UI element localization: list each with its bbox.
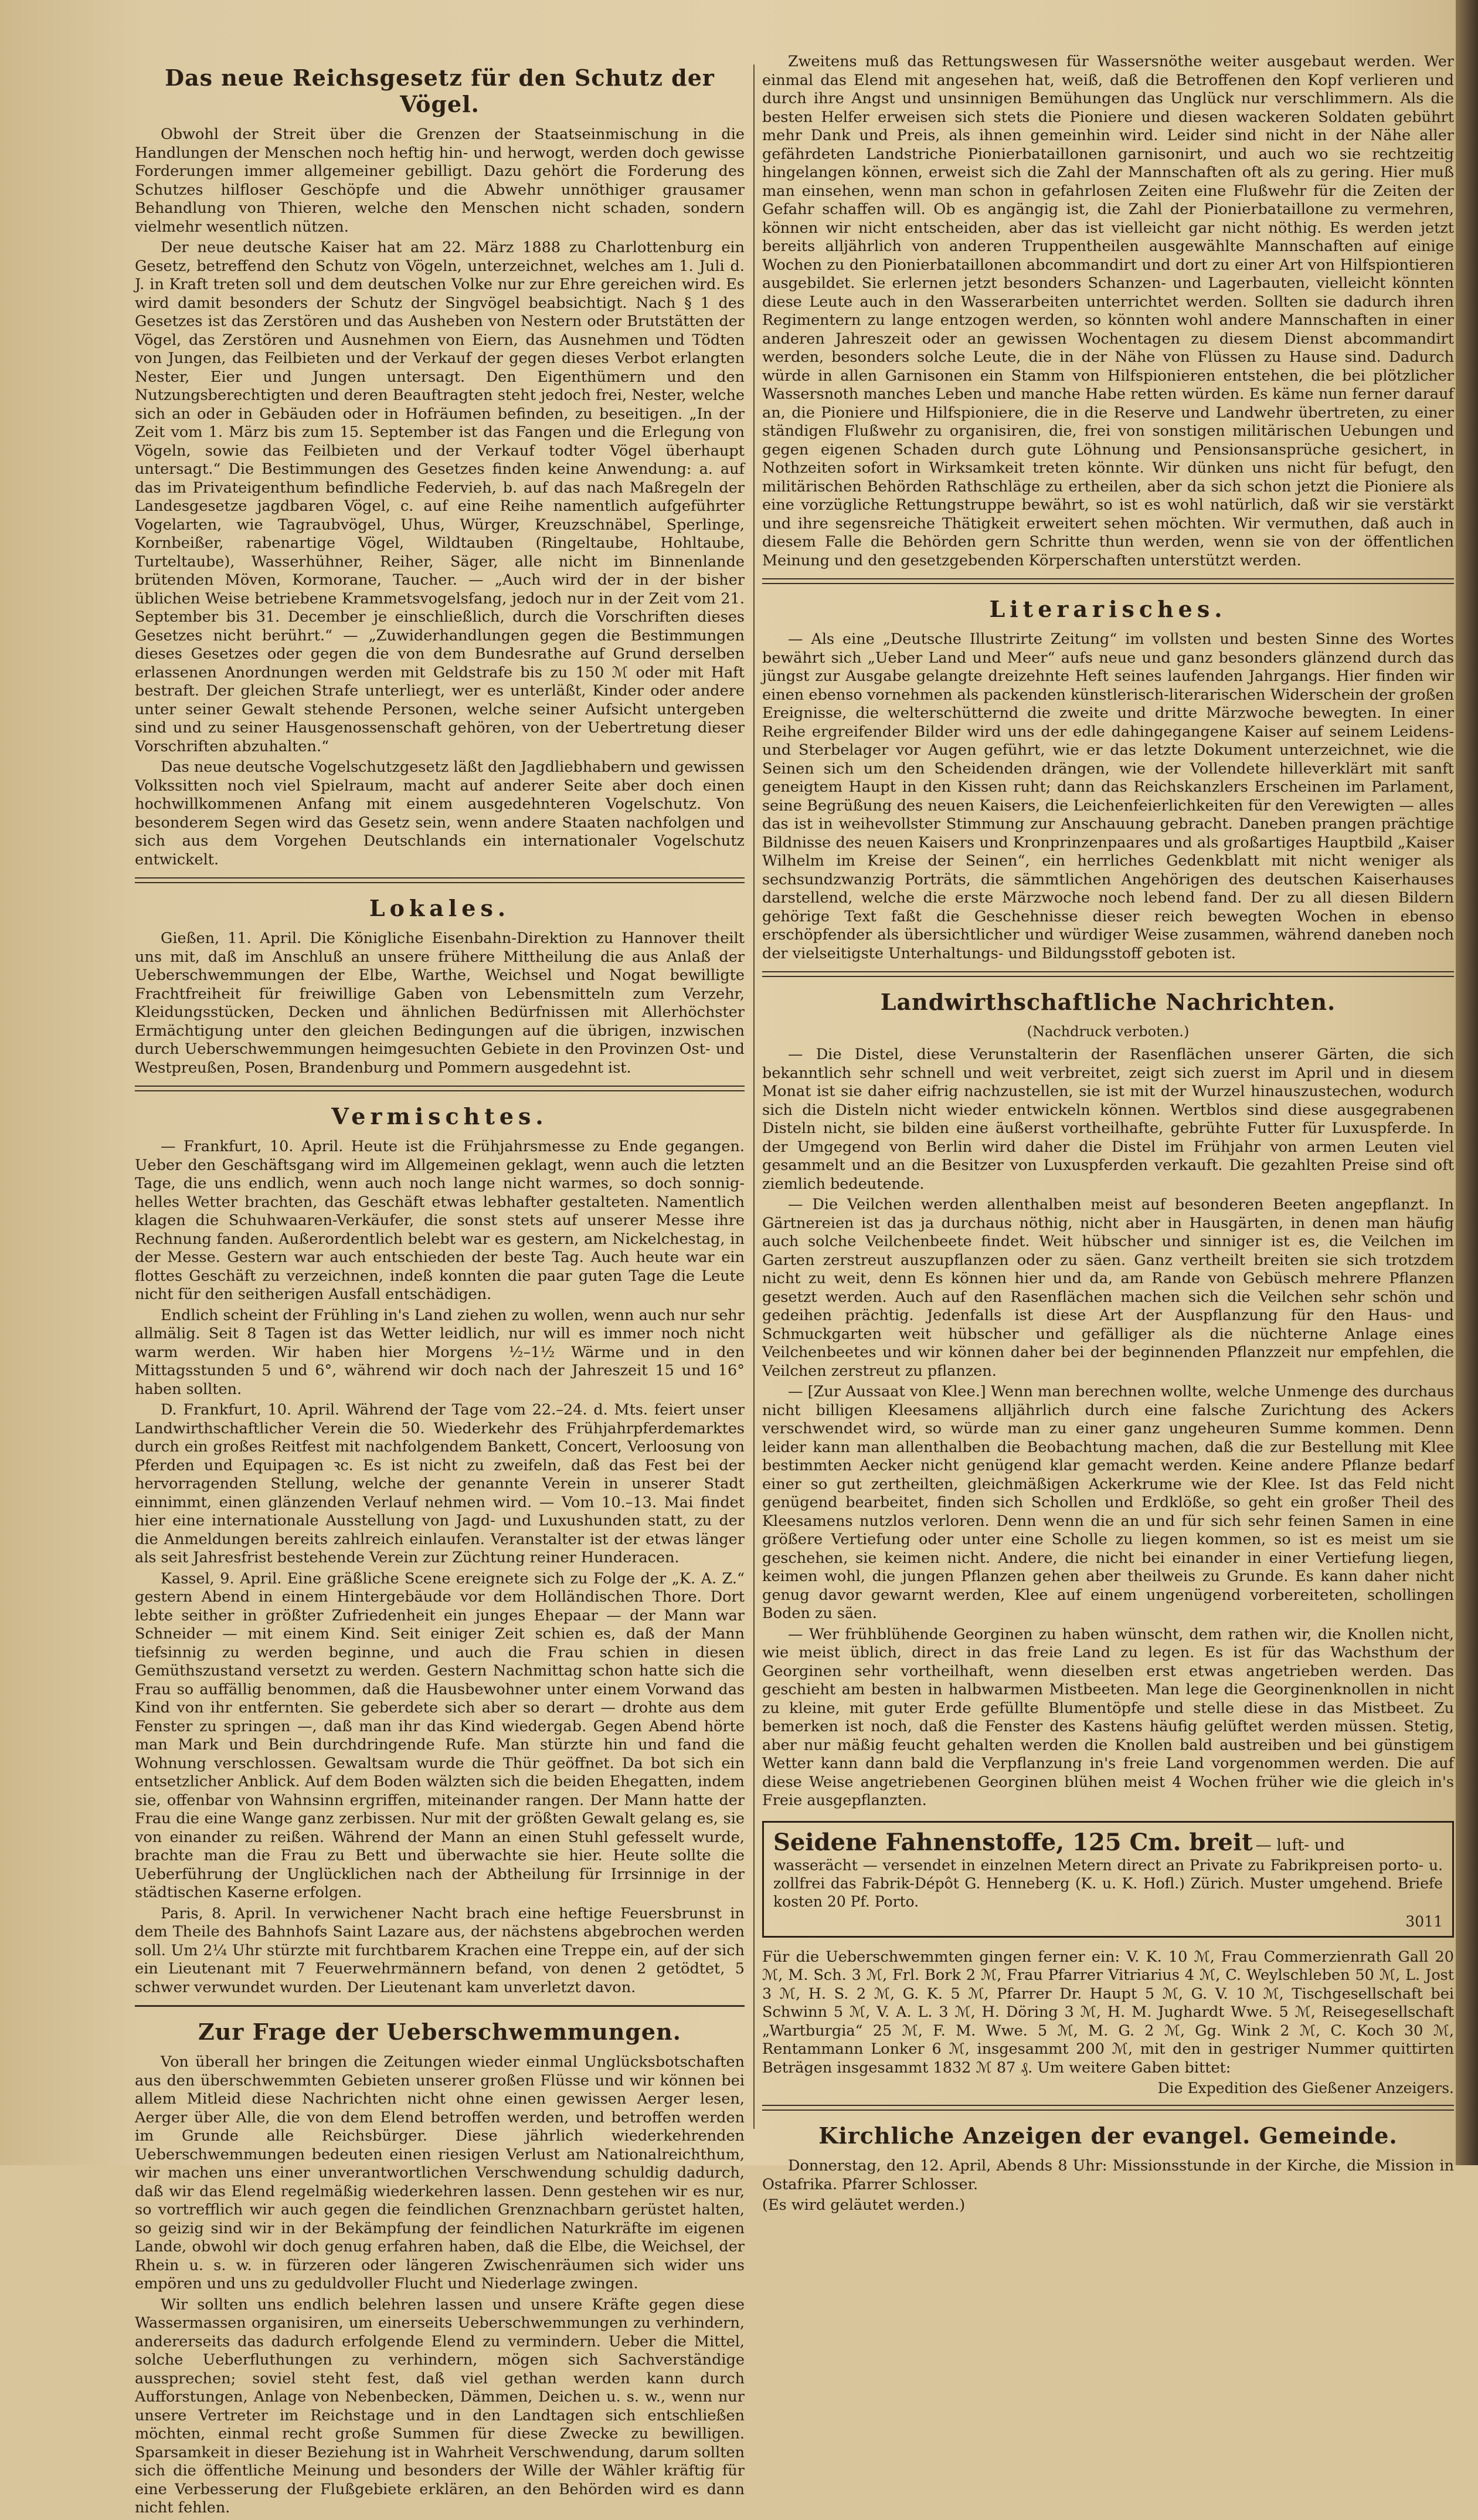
section-rule (135, 1086, 745, 1091)
agriculture-title: Landwirthschaftliche Nachrichten. (880, 989, 1336, 1015)
agriculture-paragraph-3: — [Zur Aussaat von Klee.] Wenn man berechnen wollte, welche Unmenge des durchaus nicht billigen Kleesamens alljährlich durch eine falsche Zurichtung des Ackers verschwendet wird, so würde man zu einer ganz ungeheuren Summe kommen. Denn leider kann man allenthalben die Beobachtung machen, daß die zur Bestellung mit Klee bestimmten Aecker nicht genügend klar gemacht werden. Keine andere Pflanze bedarf einer so gut zertheilten, gleichmäßigen Ackerkrume wie der Klee. Ist das Feld nicht genügend bearbeitet, finden sich Schollen und Erdklöße, so geht ein großer Theil des Kleesamens nutzlos verloren. Denn wenn die an und für sich sehr feinen Samen in eine größere Vertiefung oder unter eine Scholle zu liegen kommen, so ist es meist um sie geschehen, sie keimen nicht. Andere, die nicht bei einander in einer Vertiefung liegen, keimen wohl, die jungen Pflanzen gehen aber theilweis zu Grunde. Es kann daher nicht genug davor gewarnt werden, Klee auf einem ungenügend vorbereiteten, schollingen Boden zu säen. (762, 1383, 1454, 1622)
section-rule (762, 2105, 1454, 2111)
literarisches-paragraph: — Als eine „Deutsche Illustrirte Zeitung“ im vollsten und besten Sinne des Wortes bewährt sich „Ueber Land und Meer“ aufs neue und ganz besonders glänzend durch das jüngst zur Ausgabe gelangte dreizehnte Heft seines laufenden Jahrgangs. Hier finden wir einen ebenso vornehmen als packenden künstlerisch-literarischen Widerschein der großen Ereignisse, die welterschütternd die zweite und dritte Märzwoche bewegten. In einer Reihe ergreifender Bilder wird uns der edle dahingegangene Kaiser auf seinem Leidens- und Sterbelager vor Augen geführt, wie er das letzte Dokument unterzeichnet, wie die Seinen sich um den Scheidenden drängen, wie der Vollendete hilleverklärt mit sanft geneigtem Haupt in den Kissen ruht; dann das Reichskanzlers Erscheinen im Parlament, seine Begrüßung des neuen Kaisers, die Leichenfeierlichkeiten für den Verewigten — alles das ist in weihevollster Stimmung zur Anschauung gebracht. Daneben prangen prächtige Bildnisse des neuen Kaisers und Kronprinzenpaares und als großartiges Hauptbild „Kaiser Wilhelm im Kreise der Seinen“, ein herrliches Gedenkblatt mit nicht weniger als sechsundzwanzig Porträts, die sämmtlichen Angehörigen des deutschen Kaiserhauses darstellend, welche die erste Märzwoche noch lebend fand. Der zu all diesen Bildern gehörige Text faßt die Geschehnisse dieser reich bewegten Wochen in ebenso erschöpfender als übersichtlicher und würdiger Weise zusammen, während daneben noch der vielseitigste Unterhaltungs- und Bildungsstoff geboten ist. (762, 630, 1454, 962)
church-paragraph: Donnerstag, den 12. April, Abends 8 Uhr: Missionsstunde in der Kirche, die Mission in Ostafrika. Pfarrer Schlosser. (762, 2157, 1454, 2193)
flood-title: Zur Frage der Ueberschwemmungen. (198, 2019, 681, 2045)
advertisement-headline: Seidene Fahnenstoffe, 125 Cm. breit (773, 1828, 1253, 1856)
section-rule (135, 2005, 745, 2007)
section-rule (762, 971, 1454, 977)
church-title: Kirchliche Anzeigen der evangel. Gemeinde. (818, 2122, 1398, 2149)
donations-list: Für die Ueberschwemmten gingen ferner ein: V. K. 10 ℳ, Frau Commerzienrath Gall 20 ℳ, M. Sch. 3 ℳ, Frl. Bork 2 ℳ, Frau Pfarrer Vitriarius 4 ℳ, C. Weylschleben 50 ℳ, L. Jost 3 ℳ, H. S. 2 ℳ, G. K. 5 ℳ, Pfarrer Dr. Haupt 5 ℳ, G. V. 10 ℳ, Tischgesellschaft bei Schwinn 5 ℳ, V. A. L. 3 ℳ, H. Döring 3 ℳ, H. M. Jughardt Wwe. 5 ℳ, Reisegesellschaft „Wartburgia“ 25 ℳ, F. M. Wwe. 5 ℳ, M. G. 2 ℳ, Gg. Wink 2 ℳ, C. Koch 30 ℳ, Rentammann Lonker 6 ℳ, insgesammt 200 ℳ, mit den in gestriger Nummer quittirten Beträgen insgesammt 1832 ℳ 87 ₰. Um weitere Gaben bittet: (762, 1948, 1454, 2077)
church-note: (Es wird geläutet werden.) (762, 2196, 966, 2214)
advertisement-body: wasserächt — versendet in einzelnen Metern direct an Private zu Fabrikpreisen porto- u. zollfrei das Fabrik-Dépôt G. Henneberg (K. u. K. Hofl.) Zürich. Muster umgehend. Briefe kosten 20 Pf. Porto. (773, 1856, 1443, 1910)
birds-law-paragraph-1: Obwohl der Streit über die Grenzen der Staatseinmischung in die Handlungen der Menschen noch heftig hin- und herwogt, werden doch gewisse Forderungen immer allgemeiner gebilligt. Dazu gehört die Forderung des Schutzes hilfloser Geschöpfe und die Abwehr unnöthiger grausamer Behandlung von Thieren, welche den Menschen nicht schaden, sondern vielmehr wesentlich nützen. (135, 126, 745, 236)
vermischtes-paragraph-3: D. Frankfurt, 10. April. Während der Tage vom 22.–24. d. Mts. feiert unser Landwirthschaftlicher Verein die 50. Wiederkehr des Frühjahrpferdemarktes durch ein großes Reitfest mit nachfolgendem Bankett, Concert, Verloosung von Pferden und Equipagen ꝛc. Es ist nicht zu zweifeln, daß das Fest bei der hervorragenden Stellung, welche der genannte Verein in unserer Stadt einnimmt, einen glänzenden Verlauf nehmen wird. — Vom 10.–13. Mai findet hier eine internationale Ausstellung von Jagd- und Luxushunden statt, zu der die Anmeldungen bereits zahlreich einlaufen. Veranstalter ist der etwas länger als seit Jahresfrist bestehende Verein zur Züchtung reiner Hunderacen. (135, 1401, 745, 1566)
vermischtes-paragraph-2: Endlich scheint der Frühling in's Land ziehen zu wollen, wenn auch nur sehr allmälig. Seit 8 Tagen ist das Wetter leidlich, nur will es immer noch nicht warm werden. Wir haben hier Morgens ½–1½ Wärme und in den Mittagsstunden 5 und 6°, während wir doch nach der Jahreszeit 15 und 16° haben sollten. (135, 1306, 745, 1398)
left-column (135, 53, 745, 2520)
rescue-paragraph: Zweitens muß das Rettungswesen für Wassersnöthe weiter ausgebaut werden. Wer einmal das Elend mit angesehen hat, weiß, daß die Betroffenen den Kopf verlieren und durch ihre Angst und unsinnigen Bemühungen das Unglück nur verschlimmern. Als die besten Helfer erweisen sich stets die Pioniere und diesen wackeren Soldaten gebührt mehr Dank und Preis, als ihnen gemeinhin wird. Leider sind nicht in der Nähe aller gefährdeten Landstriche Pionierbataillonen garnisonirt, und auch wo sie rechtzeitig hingelangen können, erweist sich die Zahl der Mannschaften oft als zu gering. Hier muß man einsehen, wenn man schon in gefahrlosen Zeiten eine Flußwehr für die Zeiten der Gefahr schaffen will. Ob es angängig ist, die Zahl der Pionierbataillone zu vermehren, können wir nicht entscheiden, aber das ist vielleicht gar nicht nöthig. Es werden jetzt bereits alljährlich von anderen Truppentheilen ausgewählte Mannschaften auf einige Wochen zu den Pionierbataillonen abcommandirt und dort zu einer Art von Hilfspiontieren ausgebildet. Sie erlernen jetzt besonders Schanzen- und Lagerbauten, vielleicht könnten diese Leute auch in den Wasserarbeiten unterrichtet werden. Sollten sie dadurch ihren Regimentern zu lange entzogen werden, so könnten wohl andere Mannschaften in einer anderen Jahreszeit oder an gewissen Wochentagen zu diesem Dienst abcommandirt werden, besonders solche Leute, die in der Nähe von Flüssen zu Hause sind. Dadurch würde in allen Garnisonen ein Stamm von Hilfspionieren entstehen, die bei plötzlicher Wassersnoth manches Leben und manche Habe retten würden. Es käme nun ferner darauf an, die Pioniere und Hilfspioniere, die in die Reserve und Landwehr übertreten, zu einer ständigen Flußwehr zu organisiren, die, frei von sonstigen militärischen Uebungen und gegen eigenen Schaden durch gute Löhnung und Pensionsansprüche gesichert, in Nothzeiten sofort in Wirksamkeit treten könnte. Wir dünken uns nicht für befugt, den militärischen Behörden Rathschläge zu ertheilen, aber da sich schon jetzt die Pioniere als eine vorzügliche Rettungstruppe bewährt, so ist es wohl natürlich, daß wir sie verstärkt und ihre segensreiche Thätigkeit erweitert sehen möchten. Wir vermuthen, daß auch in diesem Falle die Behörden gern Schritte thun werden, wenn sie von der öffentlichen Meinung und den gesetzgebenden Körperschaften unterstützt werden. (762, 53, 1454, 569)
literarisches-title: Literarisches. (989, 596, 1227, 622)
binding-edge (1456, 0, 1478, 2165)
section-rule (135, 877, 745, 883)
advertisement-box (762, 1821, 1454, 1938)
donations-signature: Die Expedition des Gießener Anzeigers. (1157, 2080, 1454, 2097)
agriculture-paragraph-1: — Die Distel, diese Verunstalterin der Rasenflächen unserer Gärten, die sich bekanntlich sehr schnell und weit verbreitet, zeigt sich zuerst im April und in diesem Monat ist sie daher eifrig nachzustellen, sie ist mit der Wurzel hinauszustechen, wodurch sich die Disteln nicht wieder entwickeln können. Wertblos sind diese ausgegrabenen Disteln nicht, sie bilden eine äußerst vortheilhafte, gebrühte Futter für Luxuspferde. In der Umgegend von Berlin wird daher die Distel im Frühjahr von armen Leuten viel gesammelt und an die Besitzer von Luxuspferden verkauft. Die gezahlten Preise sind oft ziemlich bedeutende. (762, 1046, 1454, 1193)
birds-law-paragraph-3: Das neue deutsche Vogelschutzgesetz läßt den Jagdliebhabern und gewissen Volkssitten noch viel Spielraum, macht auf anderer Seite aber doch einen hochwillkommenen Anfang mit einem ausgedehnteren Vogelschutz. Von besonderem Segen wird das Gesetz sein, wenn andere Staaten nachfolgen und sich aus dem Vorgehen Deutschlands ein internationaler Vogelschutz entwickelt. (135, 758, 745, 869)
birds-law-title: Das neue Reichsgesetz für den Schutz der Vögel. (165, 65, 715, 117)
vermischtes-paragraph-5: Paris, 8. April. In verwichener Nacht brach eine heftige Feuersbrunst in dem Theile des Bahnhofs Saint Lazare aus, der nächstens abgebrochen werden soll. Um 2¼ Uhr stürzte mit furchtbarem Krachen eine Treppe ein, auf der sich ein Lieutenant mit 7 Feuerwehrmännern befand, von denen 2 getödtet, 5 schwer verwundet wurden. Der Lieutenant kam unverletzt davon. (135, 1904, 745, 1996)
vermischtes-title: Vermischtes. (331, 1103, 548, 1130)
column-divider (753, 65, 755, 2129)
flood-paragraph-1: Von überall her bringen die Zeitungen wieder einmal Unglücksbotschaften aus den überschwemmten Gebieten unserer großen Flüsse und wir können bei allem Mitleid diese Nachrichten nicht ohne einen gewissen Aerger lesen, Aerger über Alle, die von dem Elend betroffen werden, und betroffen werden im Grunde alle Reichsbürger. Diese jährlich wiederkehrenden Ueberschwemmungen bedeuten einen riesigen Verlust am Nationalreichthum, wir machen uns einer unverantwortlichen Verschwendung schuldig dadurch, daß wir das Elend regelmäßig wiederkehren lassen. Denn gestehen wir es nur, so vortrefflich wir auch gegen die feindlichen Grenznachbarn gerüstet halten, so geizig sind wir in der Bekämpfung der feindlichen Naturkräfte im eigenen Lande, obwohl wir doch genug erfahren haben, daß die Elbe, die Weichsel, der Rhein u. s. w. in fürzeren oder längeren Zwischenräumen sich wider uns empören und uns zu geduldvoller Flucht und Niederlage zwingen. (135, 2053, 745, 2292)
agriculture-paragraph-2: — Die Veilchen werden allenthalben meist auf besonderen Beeten angepflanzt. In Gärtnereien ist das ja durchaus nöthig, nicht aber in Hausgärten, in denen man häufig auch solche Veilchenbeete findet. Weit hübscher und sinniger ist es, die Veilchen im Garten zerstreut auszupflanzen oder zu säen. Ganz vertheilt breiten sie sich trotzdem nicht zu weit, denn Es können hier und da, am Rande von Gebüsch mehrere Pflanzen gesetzt werden. Auch auf den Rasenflächen machen sich die Veilchen sehr schön und gedeihen prächtig. Jedenfalls ist diese Art der Auspflanzung für den Haus- und Schmuckgarten weit hübscher und gefälliger als die nüchterne Anlage eines Veilchenbeetes und wir können daher bei der beginnenden Pflanzzeit nur empfehlen, die Veilchen zerstreut zu pflanzen. (762, 1196, 1454, 1380)
lokales-paragraph: Gießen, 11. April. Die Königliche Eisenbahn-Direktion zu Hannover theilt uns mit, daß im Anschluß an unsere frühere Mittheilung die aus Anlaß der Ueberschwemmungen der Elbe, Warthe, Weichsel und Nogat bewilligte Frachtfreiheit für freiwillige Gaben von Lebensmitteln zum Verzehr, Kleidungsstücken, Decken und ähnlichen Bedürfnissen mit Allerhöchster Ermächtigung unter den gleichen Bedingungen auf die übrigen, inzwischen durch Ueberschwemmungen heimgesuchten Gebiete in den Provinzen Ost- und Westpreußen, Posen, Brandenburg und Pommern ausgedehnt ist. (135, 930, 745, 1077)
agriculture-paragraph-4: — Wer frühblühende Georginen zu haben wünscht, dem rathen wir, die Knollen nicht, wie meist üblich, direct in das freie Land zu legen. Es ist für das Wachsthum der Georginen sehr vortheilhaft, wenn dieselben erst etwas angetrieben werden. Das geschieht am besten in halbwarmen Mistbeeten. Man lege die Georginenknollen in nicht zu kleine, mit guter Erde gefüllte Blumentöpfe und stelle diese in das Mistbeet. Zu bemerken ist noch, daß die Fenster des Kastens häufig gelüftet werden müssen. Stetig, aber nur mäßig feucht gehalten werden die Knollen bald austreiben und bei günstigem Wetter kann dann bald die Verpflanzung in's freie Land vorgenommen werden. Die auf diese Weise angetriebenen Georginen blühen meist 4 Wochen früher wie die gleich in's Freie ausgepflanzten. (762, 1625, 1454, 1809)
section-rule (762, 578, 1454, 584)
lokales-title: Lokales. (369, 895, 511, 921)
vermischtes-paragraph-1: — Frankfurt, 10. April. Heute ist die Frühjahrsmesse zu Ende gegangen. Ueber den Geschäftsgang wird im Allgemeinen geklagt, wenn auch die letzten Tage, die uns endlich, wenn auch noch lange nicht warmes, so doch sonnig-helles Wetter brachten, das Geschäft etwas lebhafter gestalteten. Namentlich klagen die Schuhwaaren-Verkäufer, die sonst stets auf unserer Messe ihre Rechnung fanden. Außerordentlich belebt war es gestern, am Nickelchestag, in der Messe. Gestern war auch entschieden der beste Tag. Auch heute war ein flottes Geschäft zu verzeichnen, indeß konnten die paar guten Tage die Leute nicht für den seitherigen Ausfall entschädigen. (135, 1138, 745, 1303)
birds-law-paragraph-2: Der neue deutsche Kaiser hat am 22. März 1888 zu Charlottenburg ein Gesetz, betreffend den Schutz von Vögeln, unterzeichnet, welches am 1. Juli d. J. in Kraft treten soll und dem deutschen Volke nur zur Ehre gereichen wird. Es wird damit besonders der Schutz der Singvögel beabsichtigt. Nach § 1 des Gesetzes ist das Zerstören und das Ausheben von Nestern oder Brutstätten der Vögel, das Zerstören und Ausnehmen von Eiern, das Ausnehmen und Tödten von Jungen, das Feilbieten und der Verkauf der gegen dieses Verbot erlangten Nester, Eier und Jungen untersagt. Den Eigenthümern und den Nutzungsberechtigten und deren Beauftragten steht jedoch frei, Nester, welche sich an oder in Gebäuden oder in Hofräumen befinden, zu beseitigen. „In der Zeit vom 1. März bis zum 15. September ist das Fangen und die Erlegung von Vögeln, sowie das Feilbieten und der Verkauf todter Vögel überhaupt untersagt.“ Die Bestimmungen des Gesetzes finden keine Anwendung: a. auf das im Privateigenthum befindliche Federvieh, b. auf das nach Maßregeln der Landesgesetze jagdbaren Vögel, c. auf eine Reihe namentlich aufgeführter Vogelarten, wie Tagraubvögel, Uhus, Würger, Kreuzschnäbel, Sperlinge, Kornbeißer, rabenartige Vögel, Wildtauben (Ringeltaube, Hohltaube, Turteltaube), Wasserhühner, Reiher, Säger, alle nicht im Binnenlande brütenden Möven, Kormorane, Taucher. — „Auch wird der in der bisher üblichen Weise betriebene Krammetsvogelsfang, jedoch nur in der Zeit vom 21. September bis 31. December je einschließlich, durch die Vorschriften dieses Gesetzes nicht berührt.“ — „Zuwiderhandlungen gegen die Bestimmungen dieses Gesetzes oder gegen die von dem Bundesrathe auf Grund derselben erlassenen Anordnungen werden mit Geldstrafe bis zu 150 ℳ oder mit Haft bestraft. Der gleichen Strafe unterliegt, wer es unterläßt, Kinder oder andere unter seiner Gewalt stehende Personen, welche seiner Aufsicht untergeben sind und zu seiner Hausgenossenschaft gehören, von der Uebertretung dieser Vorschriften abzuhalten.“ (135, 239, 745, 755)
agriculture-subtitle: (Nachdruck verboten.) (1027, 1023, 1190, 1040)
vermischtes-paragraph-4: Kassel, 9. April. Eine gräßliche Scene ereignete sich zu Folge der „K. A. Z.“ gestern Abend in einem Hintergebäude vor dem Holländischen Thore. Dort lebte seither in größter Zufriedenheit ein junges Ehepaar — der Mann war Schneider — mit einem Kind. Seit einiger Zeit schien es, daß der Mann tiefsinnig zu werden beginne, und auch die Frau schien in diesen Gemüthszustand versetzt zu werden. Gestern Nachmittag schon hatte sich die Frau so auffällig benommen, daß die Hausbewohner unter einem Vorwand das Kind von ihr entfernten. Sie geberdete sich aber so derart — drohte aus dem Fenster zu springen —, daß man ihr das Kind wiedergab. Gegen Abend hörte man Mark und Bein durchdringende Rufe. Man stürzte hin und fand die Wohnung verschlossen. Gewaltsam wurde die Thür geöffnet. Da bot sich ein entsetzlicher Anblick. Auf dem Boden wälzten sich die beiden Ehegatten, indem sie, offenbar von Wahnsinn ergriffen, miteinander rangen. Der Mann hatte der Frau die eine Wange ganz zerbissen. Nur mit der größten Gewalt gelang es, sie von einander zu reißen. Während der Mann an einen Stuhl gefesselt wurde, brachte man die Frau zu Bett und überwachte sie hier. Heute sollte die Ueberführung der Unglücklichen nach der Abtheilung für Irrsinnige in der städtischen Kaserne erfolgen. (135, 1569, 745, 1901)
flood-paragraph-2: Wir sollten uns endlich belehren lassen und unsere Kräfte gegen diese Wassermassen organisiren, um einerseits Ueberschwemmungen zu verhindern, andererseits das dadurch erfolgende Elend zu vermindern. Ueber die Mittel, solche Ueberfluthungen zu verhindern, mögen sich Sachverständige aussprechen; soviel steht fest, daß viel gethan werden kann durch Aufforstungen, Anlage von Nebenbecken, Dämmen, Deichen u. s. w., wenn nur unsere Vertreter im Reichstage und in den Landtagen sich entschließen möchten, einmal recht große Summen für diese Zwecke zu bewilligen. Sparsamkeit in dieser Beziehung ist in Wahrheit Verschwendung, darum sollten sich die öffentliche Meinung und besonders der Wille der Wähler kräftig für eine Verbesserung der Flußgebiete erklären, an den Behörden wird es dann nicht fehlen. (135, 2295, 745, 2516)
advertisement-number: 3011 (1405, 1912, 1443, 1930)
advertisement-headline-tail: — luft- und (1255, 1836, 1345, 1854)
right-column (762, 53, 1454, 2217)
